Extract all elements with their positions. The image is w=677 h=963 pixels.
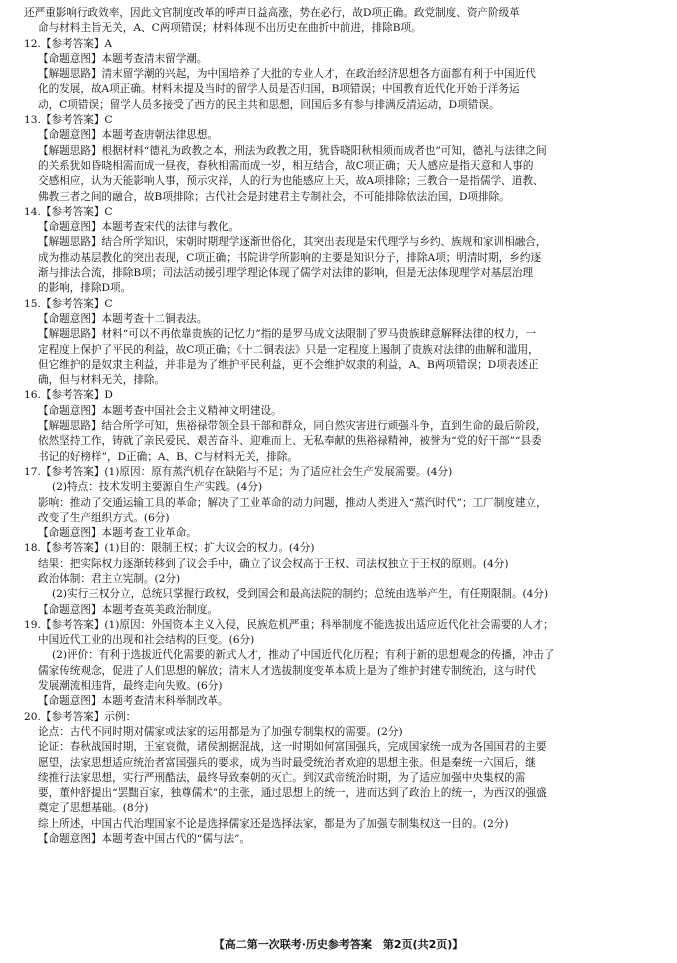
text-line: 的关系犹如昏晓相需而成一昼夜，春秋相需而成一岁，相互结合，故C项正确；天人感应是指天意和人事的 <box>38 159 534 172</box>
text-line: 论证：春秋战国时期，王室衰微，诸侯割据混战，这一时期如何富国强兵，完成国家统一成为各国国君的主要 <box>38 741 547 754</box>
text-line: 动，C项错误；留学人员多接受了西方的民主共和思想，回国后多有参与排满反清运动，D项错误。 <box>38 98 500 111</box>
text-line: 【命题意图】本题考查清末留学潮。 <box>38 52 208 65</box>
text-line: 要，董仲舒提出“罢黜百家，独尊儒术”的主张，通过思想上的统一，进而达到了政治上的统一，为西汉的强盛 <box>38 787 547 800</box>
text-line: 命与材料主旨无关，A、C两项错误；材料体现不出历史在曲折中前进，排除B项。 <box>38 22 422 35</box>
text-line: 书记的好榜样”，D正确；A、B、C与材料无关，排除。 <box>38 450 298 463</box>
question-answer-14: 14.【参考答案】C <box>24 205 113 218</box>
text-line: (2)评价：有利于选拔近代化需要的新式人才，推动了中国近代化历程；有利于新的思想观念的传播，冲击了 <box>52 649 555 662</box>
text-line: 的影响，排除D项。 <box>38 282 132 295</box>
text-line: 儒家传统观念，促进了人们思想的解放；清末人才选拔制度变革本质上是为了维护封建专制统治，这与时代 <box>38 664 536 677</box>
page-footer: 【高二第一次联考·历史参考答案 第2页(共2页)】 <box>213 938 464 951</box>
text-line: 政治体制：君主立宪制。(2分) <box>38 572 181 585</box>
text-line: 【命题意图】本题考查工业革命。 <box>38 527 197 540</box>
text-line: 成为推动基层教化的突出表现，C项正确；书院讲学所影响的主要是知识分子，排除A项；明清时期，乡约逐 <box>38 251 542 264</box>
text-line: 影响：推动了交通运输工具的革命；解决了工业革命的动力问题，推动人类进入“蒸汽时代”；工厂制度建立， <box>38 496 547 509</box>
question-answer-20: 20.【参考答案】示例： <box>24 710 137 723</box>
text-line: 【命题意图】本题考查中国社会主义精神文明建设。 <box>38 404 282 417</box>
question-answer-12: 12.【参考答案】A <box>24 37 113 50</box>
text-line: 结果：把实际权力逐渐转移到了议会手中，确立了议会权高于王权、司法权独立于王权的原则。(4分) <box>38 557 509 570</box>
text-line: 定程度上保护了平民的利益，故C项正确；《十二铜表法》只是一定程度上遏制了贵族对法律的曲解和滥用， <box>38 343 539 356</box>
text-line: 发展潮流相违背，最终走向失败。(6分) <box>38 680 223 693</box>
text-line: 【命题意图】本题考查唐朝法律思想。 <box>38 129 219 142</box>
text-line: 【命题意图】本题考查英美政治制度。 <box>38 603 219 616</box>
text-line: 愿望，法家思想适应统治者富国强兵的要求，成为当时最受统治者欢迎的思想主张。但是秦统一六国后，继 <box>38 756 536 769</box>
text-line: 【解题思路】清末留学潮的兴起，为中国培养了大批的专业人才，在政治经济思想各方面都有利于中国近代 <box>38 68 536 81</box>
text-line: 确，但与材料无关，排除。 <box>38 374 166 387</box>
question-answer-17: 17.【参考答案】(1)原因：原有蒸汽机存在缺陷与不足；为了适应社会生产发展需要。(4分) <box>24 465 453 478</box>
text-line: 【命题意图】本题考查十二铜表法。 <box>38 312 208 325</box>
text-line: 改变了生产组织方式。(6分) <box>38 511 170 524</box>
text-line: (2)特点：技术发明主要源自生产实践。(4分) <box>52 481 263 494</box>
text-line: 【命题意图】本题考查清末科举制改革。 <box>38 695 229 708</box>
text-line: 渐与排法合流，排除B项；司法活动援引理学理论体现了儒学对法律的影响，但是无法体现理学对基层治理 <box>38 267 534 280</box>
question-answer-13: 13.【参考答案】C <box>24 114 113 127</box>
text-line: 【解题思路】根据材料“德礼为政教之本，刑法为政教之用，犹昏晓阳秋相须而成者也”可知，德礼与法律之间 <box>38 144 547 157</box>
text-line: 【解题思路】结合所学可知，焦裕禄带领全县干部和群众，同自然灾害进行顽强斗争，直到生命的最后阶段， <box>38 420 547 433</box>
text-line: 佛教三者之间的融合，故B项排除；古代社会是封建君主专制社会，不可能排除依法治国，D项排除。 <box>38 190 510 203</box>
text-line: 奠定了思想基础。(8分) <box>38 802 149 815</box>
text-line: 交感相应，认为天能影响人事，预示灾祥，人的行为也能感应上天，故A项排除；三教合一是指儒学、道教、 <box>38 175 544 188</box>
text-line: (2)实行三权分立，总统只掌握行政权，受到国会和最高法院的制约；总统由选举产生，有任期限制。(4分) <box>52 588 549 601</box>
text-line: 【解题思路】材料“可以不再依靠贵族的记忆力”指的是罗马成文法限制了罗马贵族肆意解释法律的权力，一 <box>38 328 537 341</box>
text-line: 依然坚持工作，铸就了亲民爱民、艰苦奋斗、迎难而上、无私奉献的焦裕禄精神，被誉为“党的好干部”“县委 <box>38 435 542 448</box>
text-line: 【解题思路】结合所学知识，宋朝时期理学逐渐世俗化，其突出表现是宋代理学与乡约、族规和家训相融合， <box>38 236 547 249</box>
text-line: 综上所述，中国古代治理国家不论是选择儒家还是选择法家，都是为了加强专制集权这一目的。(2分) <box>38 817 509 830</box>
question-answer-18: 18.【参考答案】(1)目的：限制王权；扩大议会的权力。(4分) <box>24 542 315 555</box>
text-line: 续推行法家思想，实行严刑酷法，最终导致秦朝的灭亡。到汉武帝统治时期，为了适应加强中央集权的需 <box>38 771 526 784</box>
text-line: 【命题意图】本题考查中国古代的“儒与法”。 <box>38 833 251 846</box>
text-line: 中国近代工业的出现和社会结构的巨变。(6分) <box>38 634 255 647</box>
question-answer-19: 19.【参考答案】(1)原因：外国资本主义入侵，民族危机严重；科举制度不能选拔出适应近代化社会需要的人才； <box>24 618 554 631</box>
text-line: 【命题意图】本题考查宋代的法律与教化。 <box>38 221 240 234</box>
text-line: 论点：古代不同时期对儒家或法家的运用都是为了加强专制集权的需要。(2分) <box>38 725 403 738</box>
question-answer-16: 16.【参考答案】D <box>24 389 113 402</box>
question-answer-15: 15.【参考答案】C <box>24 297 113 310</box>
text-line: 还严重影响行政效率，因此文官制度改革的呼声日益高涨，势在必行，故D项正确。政党制度、资产阶级革 <box>24 7 520 19</box>
text-line: 但它维护的是奴隶主利益，并非是为了维护平民利益，更不会维护奴隶的利益，A、B两项错误；D项表述正 <box>38 358 539 371</box>
text-line: 化的发展，故A项正确。材料未提及当时的留学人员是否归国，B项错误；中国教育近代化开始于洋务运 <box>38 83 520 96</box>
